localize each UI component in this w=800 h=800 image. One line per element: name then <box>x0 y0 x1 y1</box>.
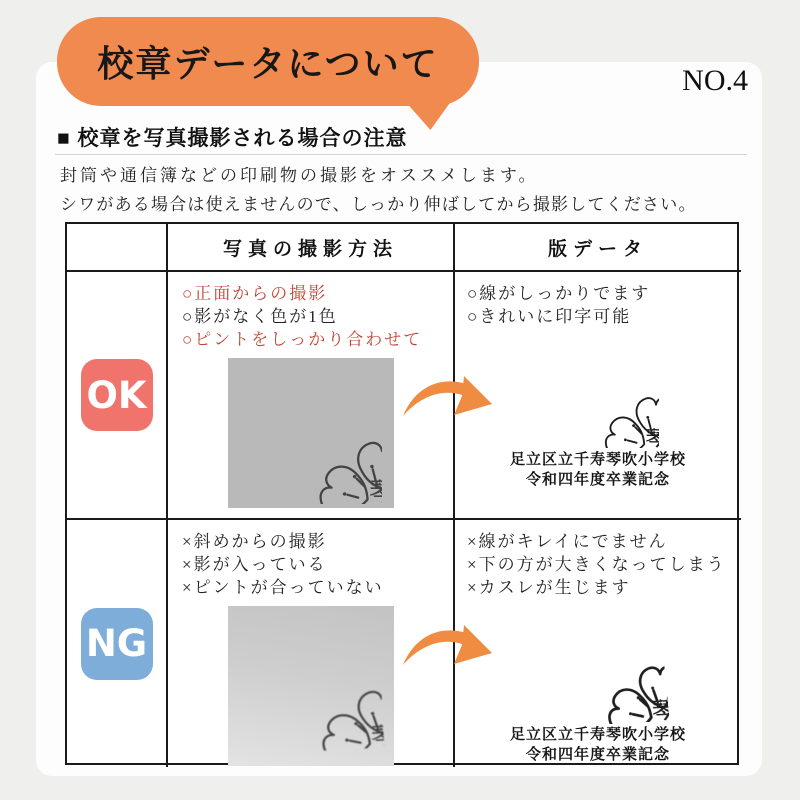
page-number: NO.4 <box>682 64 748 97</box>
header-cell-plate-data: 版データ <box>455 224 741 272</box>
caption-line-1: 足立区立千寿琴吹小学校 <box>509 726 686 743</box>
intro-line-1: 封筒や通信簿などの印刷物の撮影をオススメします。 <box>60 166 539 185</box>
list-item: ×斜めからの撮影 <box>182 532 327 551</box>
list-item: ×ピントが合っていない <box>182 578 384 597</box>
ok-emblem-photo <box>228 358 394 508</box>
sakura-emblem-icon <box>531 601 669 728</box>
heading-underline <box>55 154 747 155</box>
sakura-emblem-icon <box>240 362 382 504</box>
ng-emblem-photo <box>228 606 394 766</box>
list-item: ○ピントをしっかり合わせて <box>182 330 423 349</box>
emblem-caption <box>510 725 686 765</box>
list-item: ○正面からの撮影 <box>182 284 328 303</box>
header-cell-empty <box>67 224 168 272</box>
ng-data-points <box>455 520 726 599</box>
curved-arrow-icon <box>398 368 494 428</box>
ng-badge: NG <box>81 608 153 680</box>
sakura-emblem-icon <box>237 617 384 754</box>
ok-badge: OK <box>81 359 153 431</box>
list-item: ×下の方が大きくなってしまう <box>467 555 726 574</box>
intro-line-2: シワがある場合は使えませんので、しっかり伸ばしてから撮影してください。 <box>60 195 697 214</box>
ok-badge-cell <box>67 272 168 520</box>
list-item: ×線がキレイにでません <box>467 532 668 551</box>
ok-photo-points <box>168 272 453 351</box>
curved-arrow-icon <box>398 617 494 677</box>
comparison-table <box>65 222 739 765</box>
ok-data-cell <box>455 272 741 520</box>
title-bubble <box>57 17 479 106</box>
page-title: 校章データについて <box>97 43 439 84</box>
caption-line-2: 令和四年度卒業記念 <box>525 746 670 763</box>
ok-data-points <box>455 272 650 328</box>
section-heading: ■ 校章を写真撮影される場合の注意 <box>57 127 408 150</box>
caption-line-1: 足立区立千寿琴吹小学校 <box>509 451 686 468</box>
list-item: ×カスレが生じます <box>467 578 631 597</box>
caption-line-2: 令和四年度卒業記念 <box>525 471 670 488</box>
ng-photo-points <box>168 520 453 599</box>
ng-badge-cell <box>67 520 168 767</box>
list-item: ×影が入っている <box>182 555 327 574</box>
sakura-emblem-icon <box>537 332 659 448</box>
emblem-caption <box>510 450 686 490</box>
ng-data-cell <box>455 520 741 767</box>
list-item: ○影がなく色が1色 <box>182 307 338 326</box>
header-cell-photo-method: 写真の撮影方法 <box>168 224 455 272</box>
list-item: ○きれいに印字可能 <box>467 307 632 326</box>
list-item: ○線がしっかりでます <box>467 284 651 303</box>
